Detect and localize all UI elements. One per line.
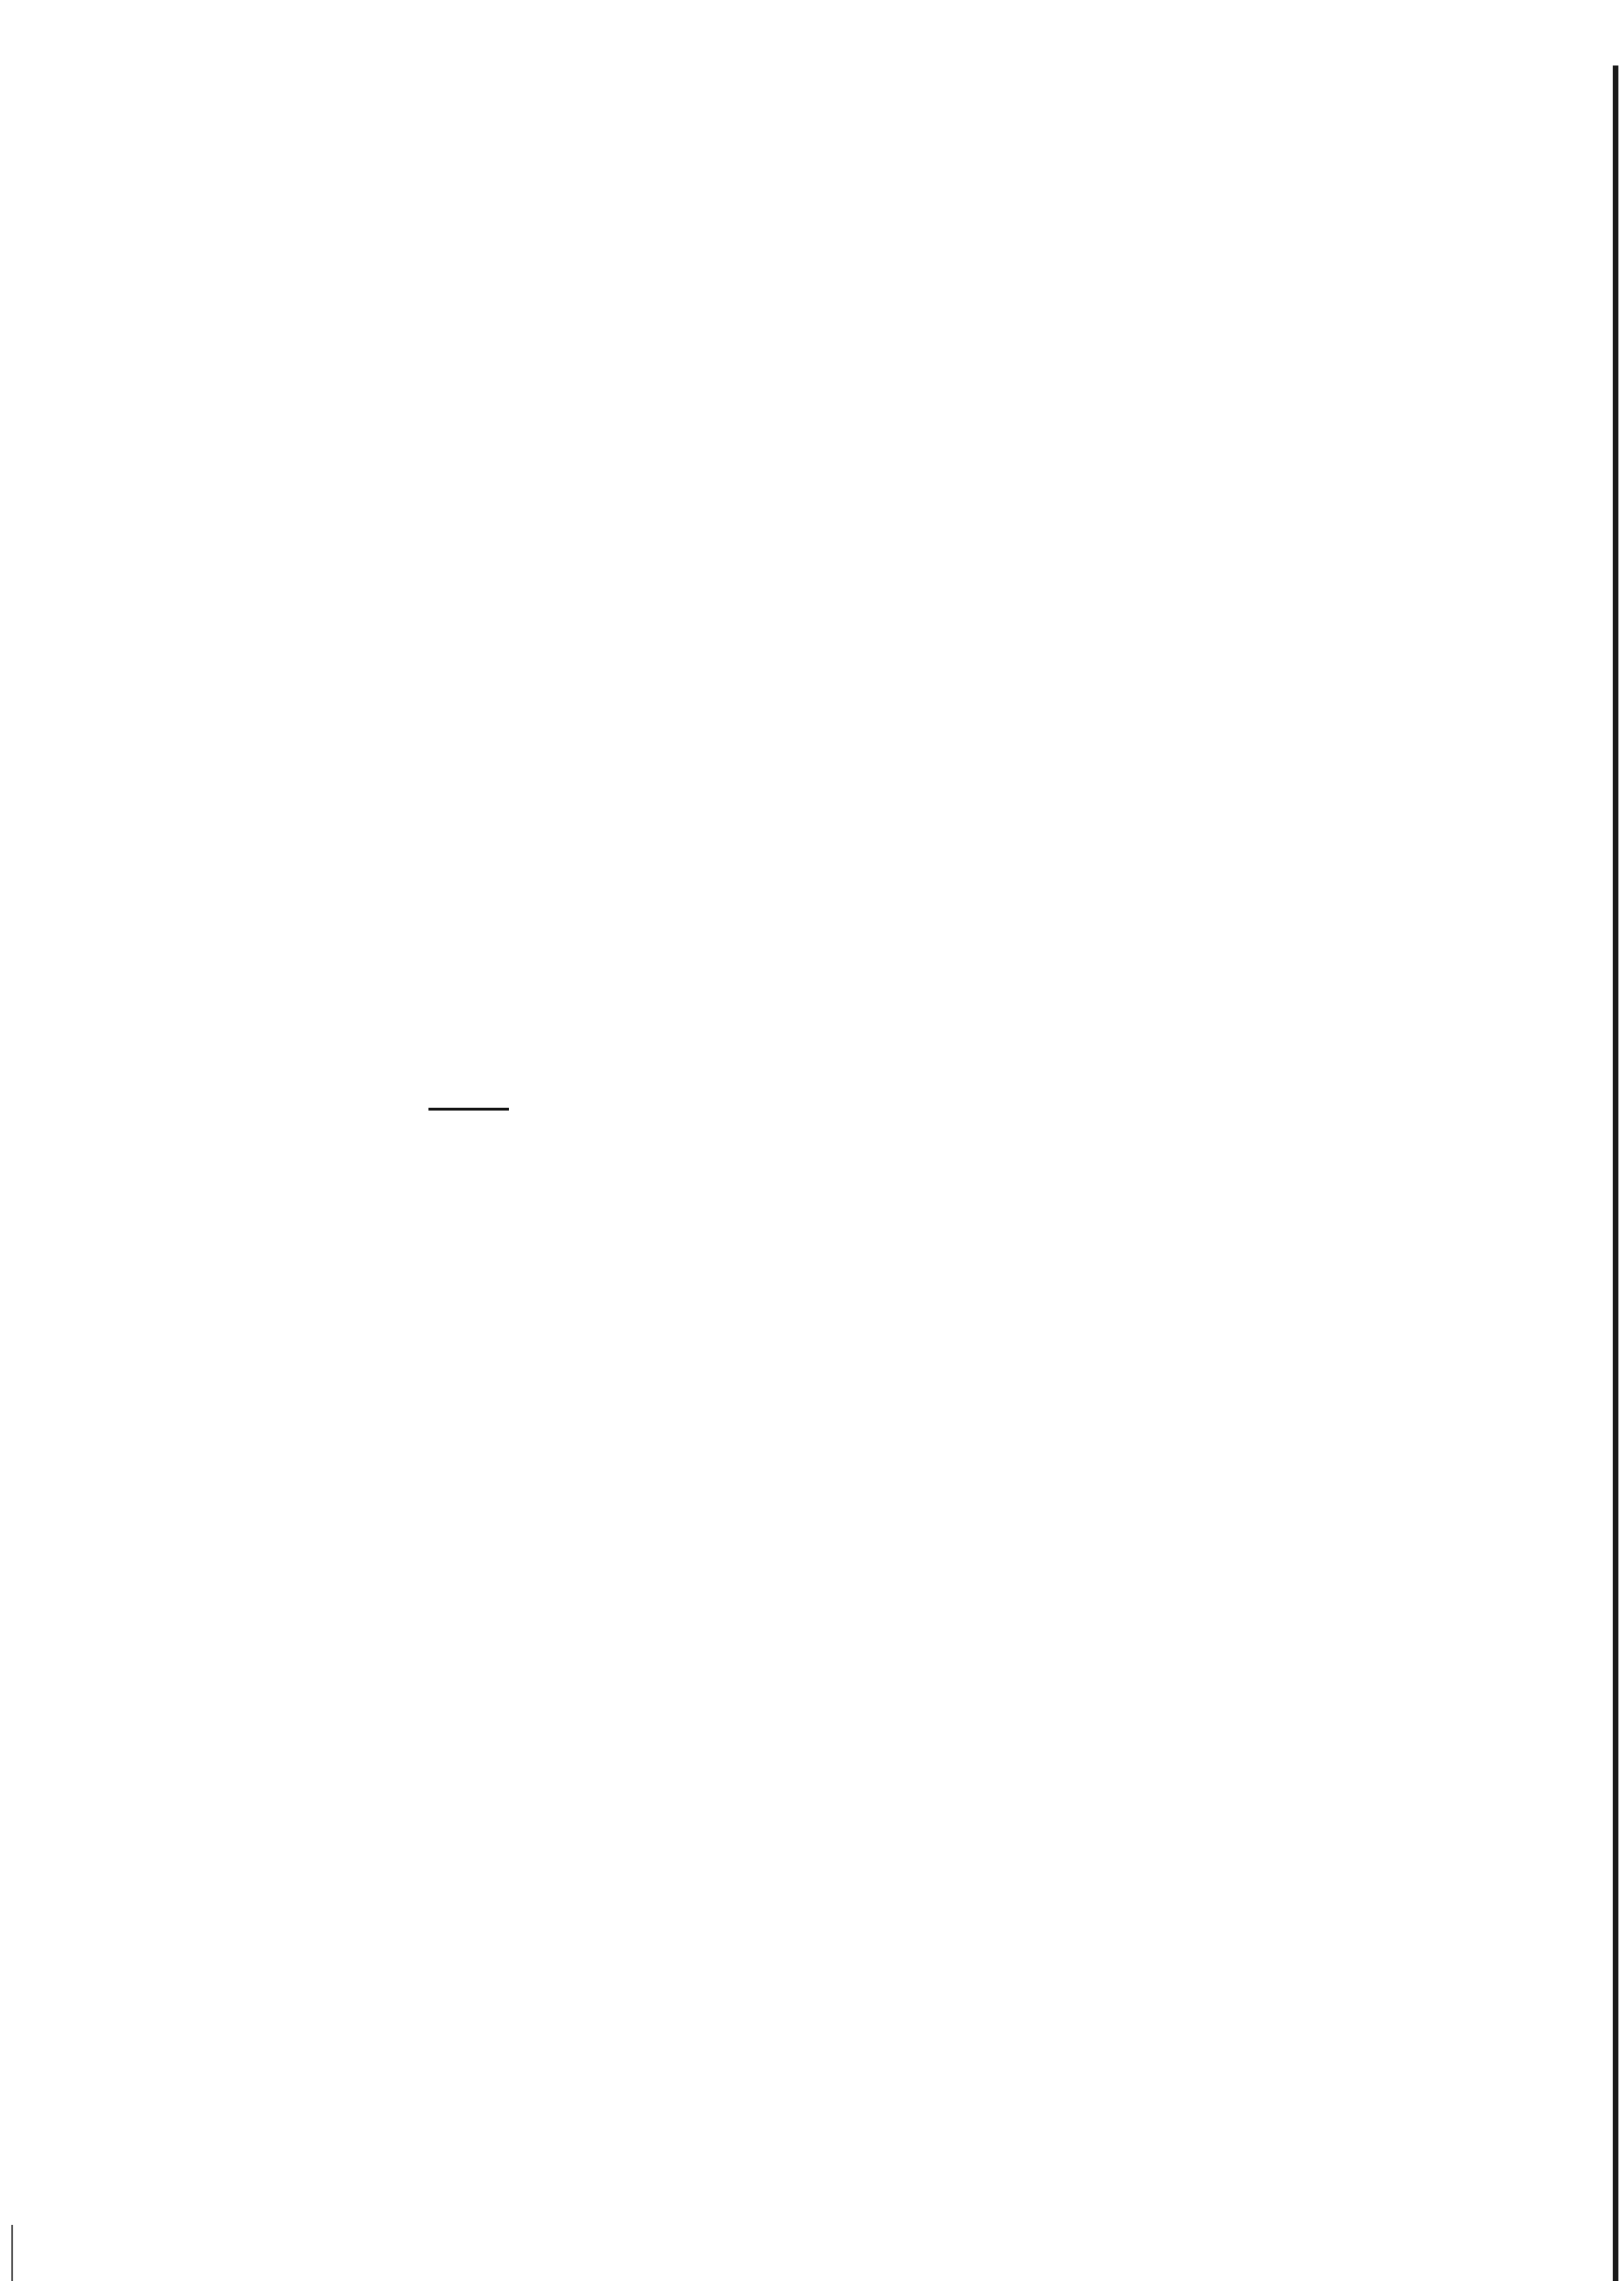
scan-edge-shadow	[1613, 65, 1618, 2281]
scan-speck	[11, 2225, 13, 2281]
variant-rule	[428, 1108, 509, 1111]
